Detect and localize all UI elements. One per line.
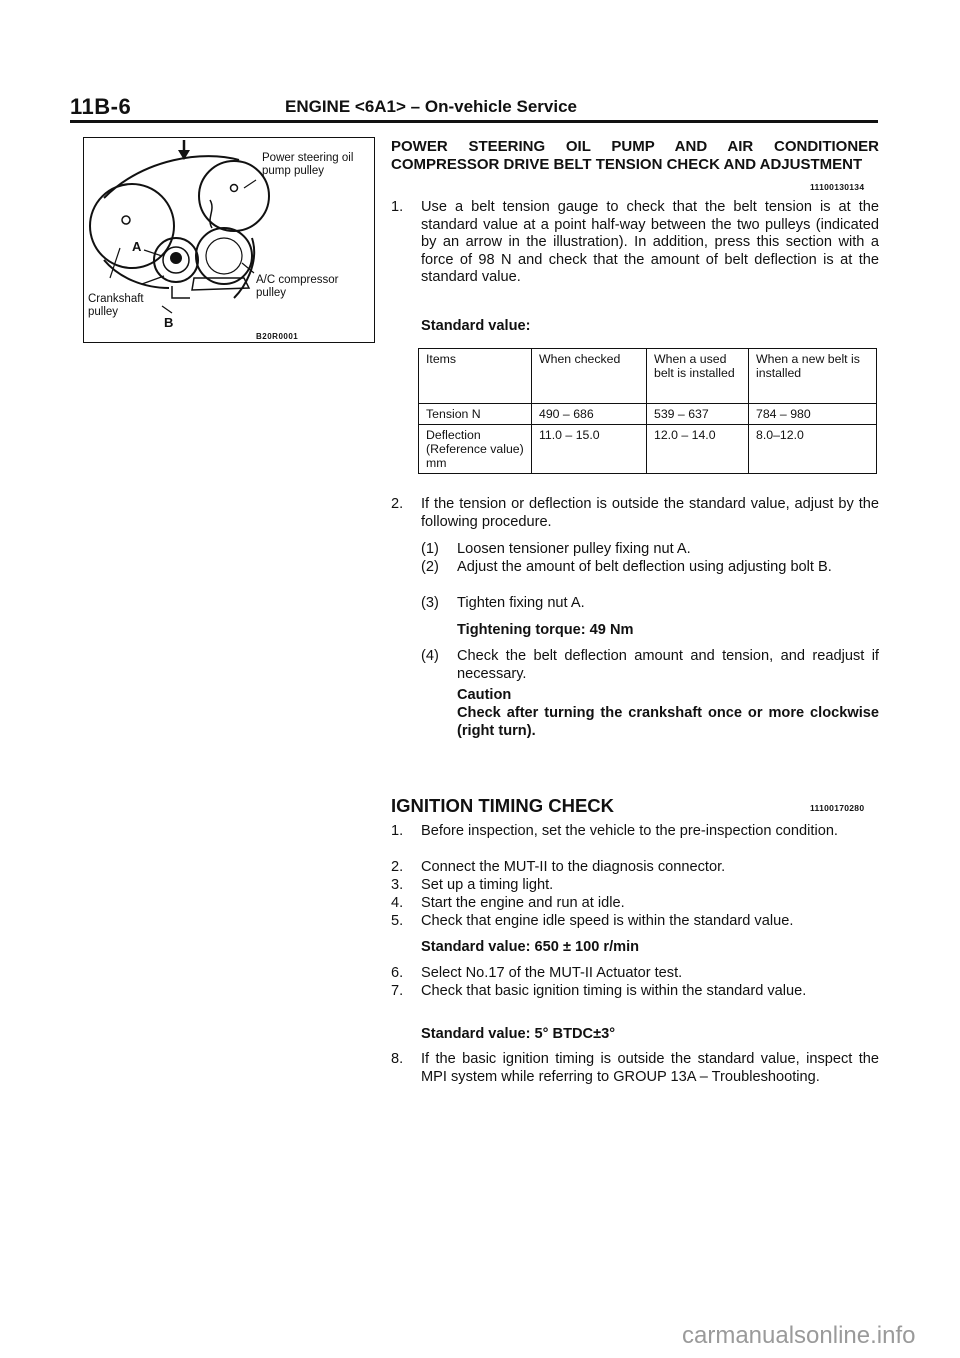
page-number: 11B-6 [70,94,132,119]
standard-ignition-timing: Standard value: 5° BTDC±3° [421,1026,616,1042]
label-ac-compressor-pulley: A/C compressor pulley [256,274,339,299]
timing-step-6 [391,965,879,983]
table-header-cell: When a new belt is installed [749,349,877,404]
header-rule [70,120,878,123]
belt-substep-1 [421,541,879,559]
caution-text: Check after turning the crankshaft once or more clockwise (right turn). [457,705,879,739]
step-number: 8. [391,1051,404,1067]
step-text: If the basic ignition timing is outside the standard value, inspect the MPI system while referring to GROUP 13A – Troubleshooting. [421,1051,879,1085]
page-header-title: ENGINE <6A1> – On-vehicle Service [285,97,577,116]
table-cell: Deflection (Reference value) mm [419,425,532,474]
table-header-row [419,349,877,404]
step-text: Connect the MUT-II to the diagnosis connector. [421,859,726,875]
timing-step-8 [391,1051,879,1105]
timing-section-title: IGNITION TIMING CHECK [391,795,615,816]
label-crankshaft-pulley: Crankshaft pulley [88,293,144,318]
belt-upper [104,156,239,198]
step-number: 5. [391,913,404,929]
table-cell: 539 – 637 [647,404,749,425]
table-header-cell: When checked [532,349,647,404]
belt-step-1 [391,199,879,289]
label-power-steering-pulley: Power steering oil pump pulley [262,152,354,177]
label-b: B [164,315,174,330]
step-number: 2. [391,496,404,512]
label-a: A [132,239,142,254]
watermark: carmanualsonline.info [682,1322,916,1349]
table-cell: 11.0 – 15.0 [532,425,647,474]
step-text: Check that engine idle speed is within the standard value. [421,913,794,929]
substep-text: Loosen tensioner pulley fixing nut A. [457,541,691,557]
table-cell: 12.0 – 14.0 [647,425,749,474]
step-text: Check that basic ignition timing is within the standard value. [421,983,807,999]
table-cell: Tension N [419,404,532,425]
step-number: 7. [391,983,404,999]
table-header-cell: Items [419,349,532,404]
step-text: Use a belt tension gauge to check that the belt tension is at the standard value at a point half-way between the two pulleys (indicated by an arrow in the illustration). In addition, press this section with a force of 98 N and check that the amount of belt deflection is at the standard value. [421,199,879,285]
table-cell: 784 – 980 [749,404,877,425]
step-text: Select No.17 of the MUT-II Actuator test. [421,965,683,981]
step-text: Set up a timing light. [421,877,554,893]
substep-number: (2) [421,559,439,575]
belt-spec-table [418,348,877,474]
step-number: 4. [391,895,404,911]
timing-step-4 [391,895,879,913]
table-cell: 490 – 686 [532,404,647,425]
standard-value-label: Standard value: [421,318,531,334]
step-number: 1. [391,823,404,839]
tightening-torque: Tightening torque: 49 Nm [457,622,634,638]
table-header-cell: When a used belt is installed [647,349,749,404]
belt-substep-3 [421,595,879,613]
substep-text: Check the belt deflection amount and tension, and readjust if necessary. [457,648,879,682]
substep-text: Tighten fixing nut A. [457,595,585,611]
timing-step-5 [391,913,879,931]
ac-pulley-shape [196,228,252,284]
belt-section-title [391,138,879,173]
substep-text: Adjust the amount of belt deflection using adjusting bolt B. [457,559,832,575]
standard-idle-speed: Standard value: 650 ± 100 r/min [421,939,640,955]
table-row [419,425,877,474]
step-number: 3. [391,877,404,893]
timing-step-2 [391,859,879,877]
timing-step-1 [391,823,879,859]
table-row [419,404,877,425]
step-number: 2. [391,859,404,875]
belt-step-2 [391,496,879,532]
timing-step-3 [391,877,879,895]
step-text: Before inspection, set the vehicle to the pre-inspection condition. [421,823,838,839]
belt-substep-2 [421,559,879,595]
belt-illustration [83,137,375,343]
belt-substep-4 [421,648,879,684]
figure-code: B20R0001 [256,332,299,341]
substep-number: (1) [421,541,439,557]
step-text: Start the engine and run at idle. [421,895,625,911]
caution-title: Caution [457,687,512,703]
timing-section-code: 11100170280 [810,803,865,813]
step-text: If the tension or deflection is outside the standard value, adjust by the following procedure. [421,496,879,530]
belt-section-code: 11100130134 [810,182,865,192]
substep-number: (4) [421,648,439,664]
substep-number: (3) [421,595,439,611]
belt-section-title-text: POWER STEERING OIL PUMP AND AIR CONDITIONER COMPRESSOR DRIVE BELT TENSION CHECK AND ADJUSTMENT [391,138,879,173]
step-number: 1. [391,199,404,215]
step-number: 6. [391,965,404,981]
timing-step-7 [391,983,879,1019]
table-cell: 8.0–12.0 [749,425,877,474]
